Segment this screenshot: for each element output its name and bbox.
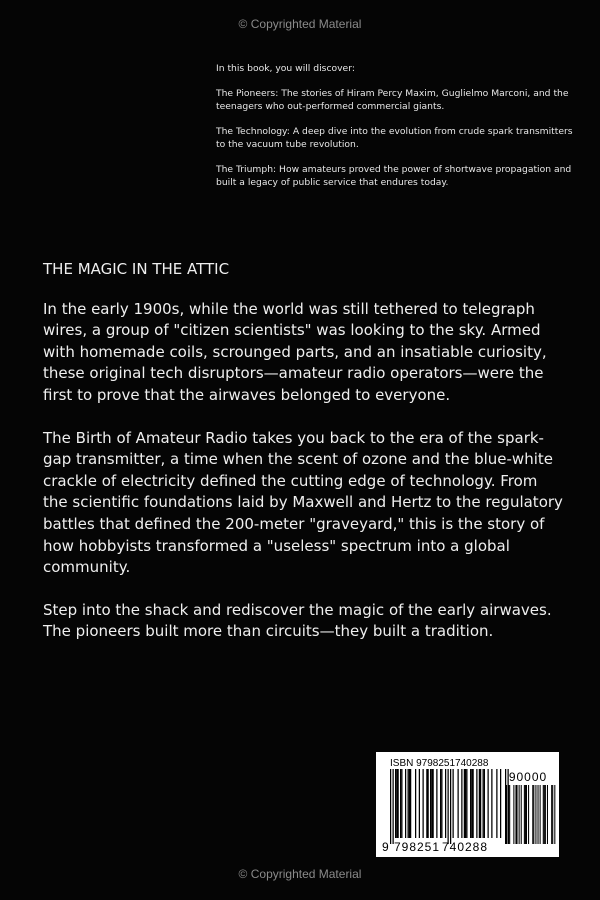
barcode-bar [453,769,454,838]
barcode-bar [428,769,429,838]
barcode-bar [479,769,480,838]
barcode-bar [450,769,451,844]
barcode-bar [398,769,399,838]
barcode-digit-first: 9 [382,840,389,854]
barcode-bar [431,769,432,838]
barcode-bar [461,769,462,838]
barcode-bar [409,769,410,838]
addon-bar [554,785,555,844]
isbn-label: ISBN 9798251740288 [390,758,489,769]
barcode-bar [405,769,406,838]
barcode-price-code: 90000 [508,770,548,784]
isbn-barcode-box [376,752,559,857]
barcode-bar [465,769,466,838]
barcode-bar [458,769,459,838]
barcode-bar [408,769,409,838]
addon-bar [551,785,552,844]
barcode-bar [488,769,489,838]
barcode-bar [400,769,401,838]
addon-bar [526,785,527,844]
ean13-bars [390,769,509,844]
addon-bar [524,785,525,844]
barcode-bar [426,769,427,838]
intro-block [216,62,576,201]
barcode-bar [491,769,492,838]
addon-bar [515,785,516,844]
barcode-bar [484,769,485,838]
copyright-watermark-bottom: © Copyrighted Material [238,867,362,881]
addon-bar [509,785,510,844]
intro-item-triumph: The Triumph: How amateurs proved the power of shortwave propagation and built a legacy of public service that endures today. [216,164,572,188]
addon-bar [552,785,553,844]
description-heading: THE MAGIC IN THE ATTIC [43,260,230,278]
addon-bar [521,785,522,844]
barcode-digits-right: 740288 [441,840,489,854]
intro-item-pioneers: The Pioneers: The stories of Hiram Percy Maxim, Guglielmo Marconi, and the teenagers who out-performed commercial giants. [216,88,569,112]
addon-bar [513,785,514,844]
addon-bar [533,785,534,844]
barcode-bar [395,769,396,838]
addon-bar [543,785,544,844]
ean5-addon-bars [506,785,555,844]
barcode-digits-left: 798251 [393,840,441,854]
addon-bar [535,785,536,844]
addon-bar [540,785,541,844]
barcode-bar [445,769,446,838]
barcode-bar [466,769,467,838]
addon-bar [547,785,548,844]
barcode-bar [390,769,391,844]
description-paragraph: In the early 1900s, while the world was still tethered to telegraph wires, a group of "citizen scientists" was looking to the sky. Armed with homemade coils, scrounged parts, and an insatiable curiosity, these original tech disruptors—amateur radio operators—were the first to prove that the airwaves belonged to everyone. [43,299,547,404]
description-paragraph: Step into the shack and rediscover the magic of the early airwaves. The pioneers built more than circuits—they built a tradition. [43,600,552,641]
addon-bar [519,785,520,844]
barcode-bar [410,769,411,838]
barcode-bar [483,769,484,838]
barcode-bar [396,769,397,838]
barcode-bar [393,769,394,844]
addon-bar [528,785,529,844]
main-description [43,259,563,664]
barcode-bar [433,769,434,838]
barcode-bar [436,769,437,838]
copyright-watermark-top: © Copyrighted Material [238,17,362,31]
addon-bar [506,785,507,844]
addon-bar [545,785,546,844]
addon-bar [508,785,509,844]
barcode-bar [480,769,481,838]
addon-bar [517,785,518,844]
barcode-graphic [376,752,559,857]
barcode-bar [401,769,402,838]
barcode-bar [448,769,449,844]
intro-item-technology: The Technology: A deep dive into the evolution from crude spark transmitters to the vacuum tube revolution. [216,126,573,150]
barcode-bar [476,769,477,838]
barcode-bar [471,769,472,838]
barcode-bar [500,769,501,838]
addon-bar [538,785,539,844]
barcode-bar [441,769,442,838]
barcode-bar [464,769,465,838]
barcode-bar [415,769,416,838]
description-paragraph: The Birth of Amateur Radio takes you back to the era of the spark-gap transmitter, a time when the scent of ozone and the blue-white crackle of electricity defined the cutting edge of technology. From the scientific foundations laid by Maxwell and Hertz to the regulatory battles that defined the 200-meter "graveyard," this is the story of how hobbyists transformed a "useless" spectrum into a global community. [43,428,563,577]
barcode-bar [496,769,497,838]
barcode-bar [440,769,441,838]
barcode-bar [473,769,474,838]
barcode-bar [419,769,420,838]
addon-bar [525,785,526,844]
barcode-bar [430,769,431,838]
barcode-bar [423,769,424,838]
barcode-bar [470,769,471,838]
intro-lead: In this book, you will discover: [216,63,355,74]
addon-bar [544,785,545,844]
addon-bar [532,785,533,844]
